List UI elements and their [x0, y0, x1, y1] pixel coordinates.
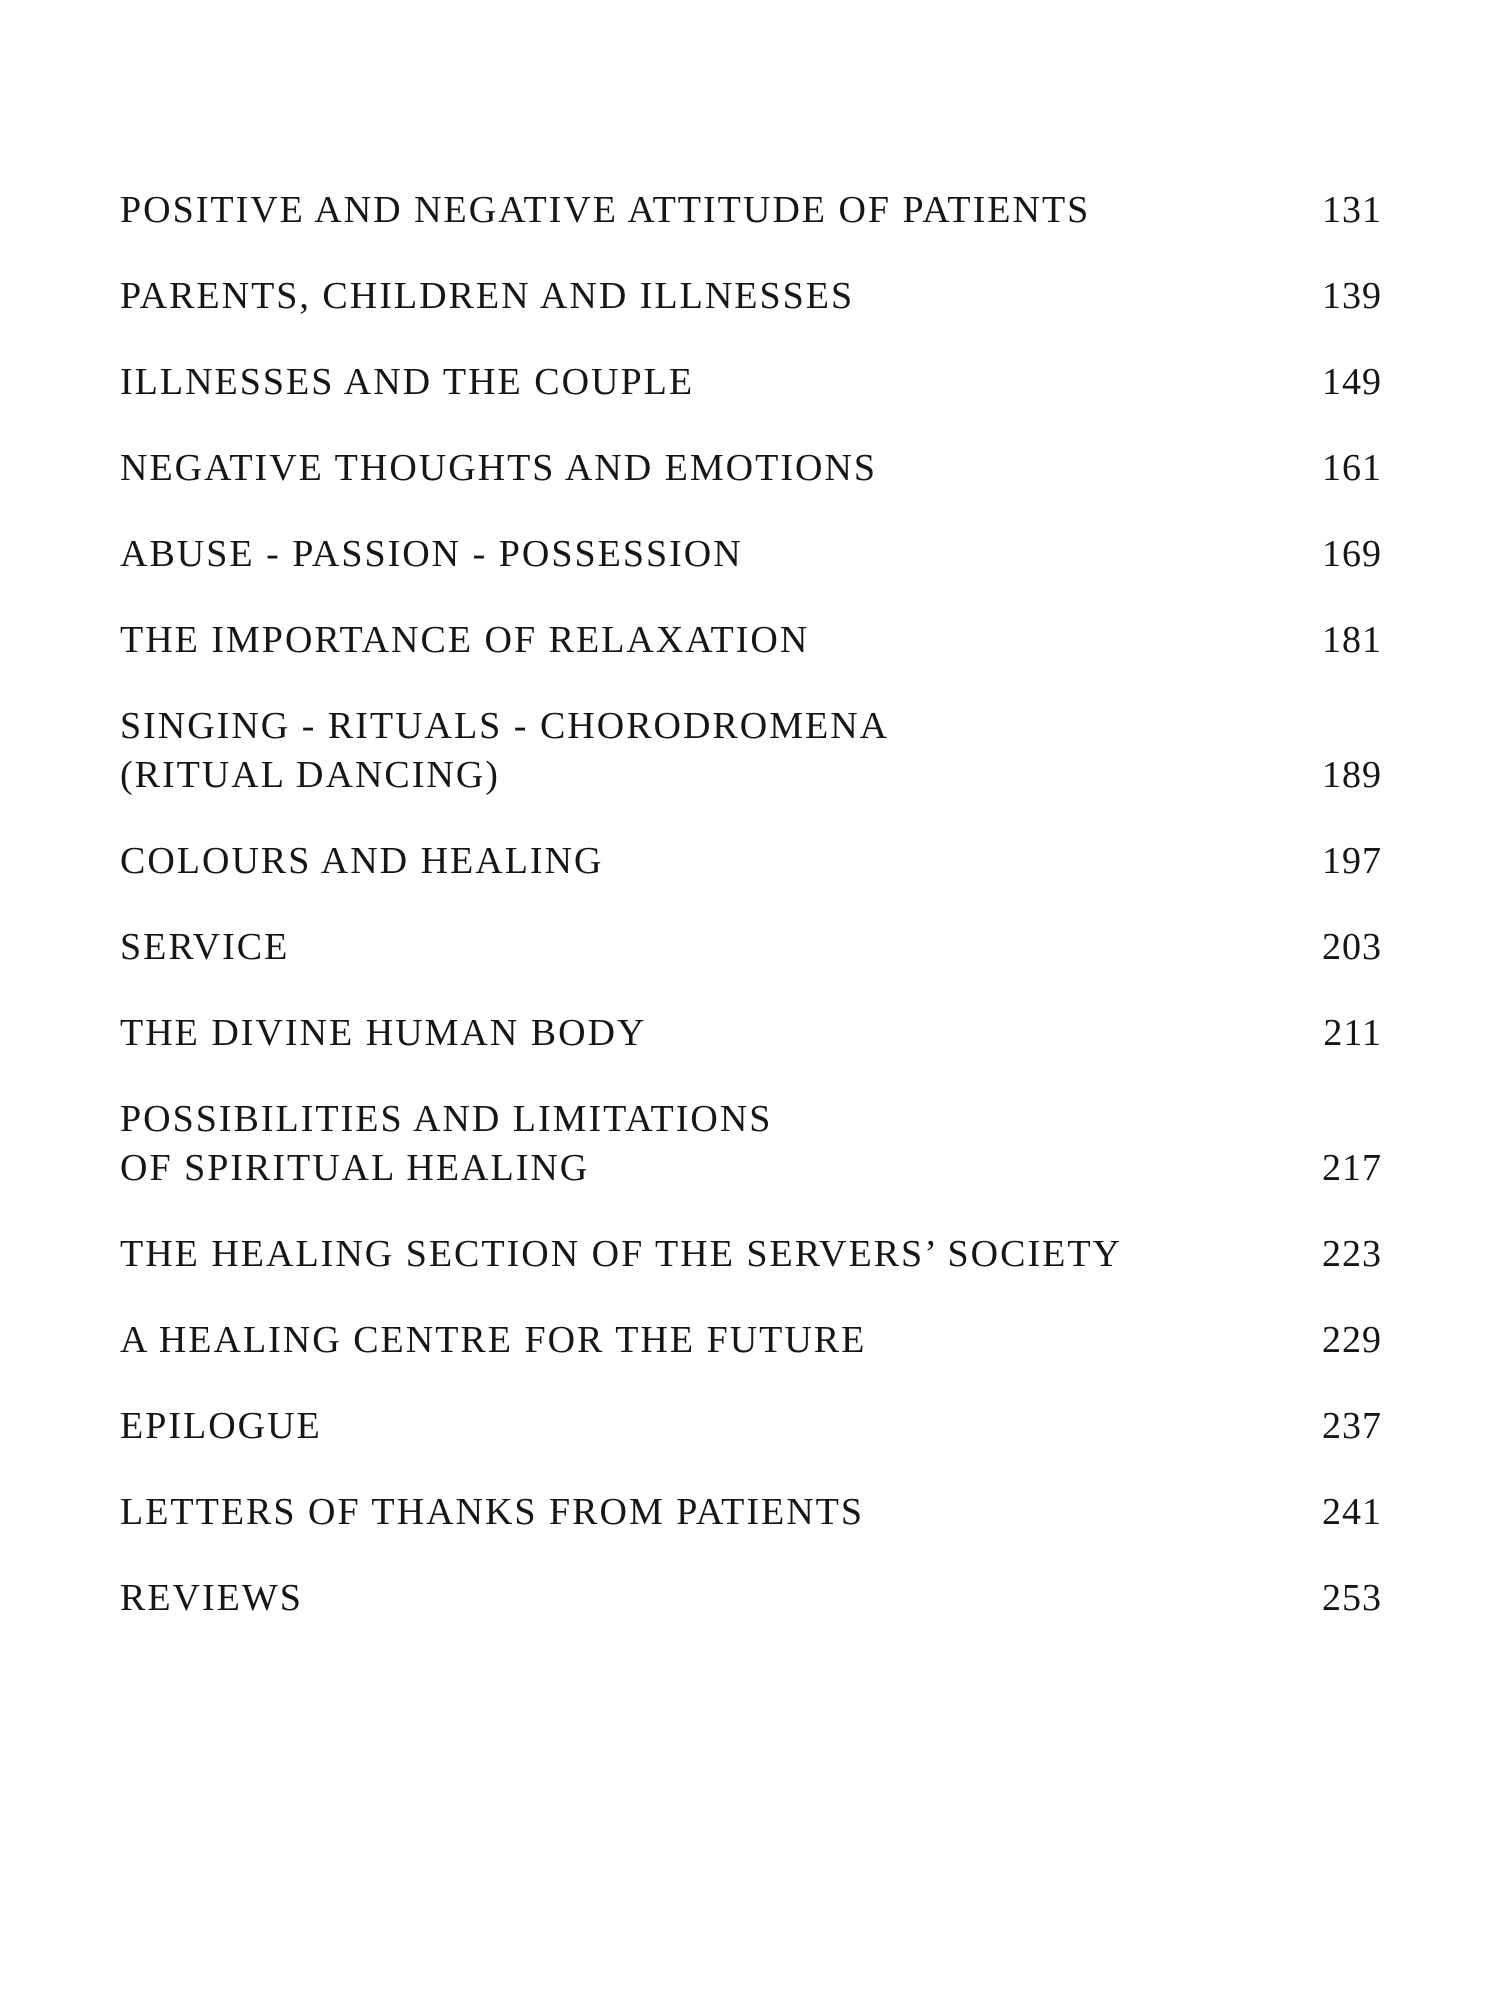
toc-entry-title-line: (RITUAL DANCING) — [120, 754, 500, 796]
toc-entry-title-line: PARENTS, CHILDREN AND ILLNESSES — [120, 275, 855, 317]
toc-entry-title — [120, 1488, 864, 1537]
toc-entry-title — [120, 444, 877, 493]
toc-entry-title-line: A HEALING CENTRE FOR THE FUTURE — [120, 1319, 867, 1361]
toc-entry-title-line: LETTERS OF THANKS FROM PATIENTS — [120, 1491, 864, 1533]
toc-entry-page-number: 217 — [1322, 1147, 1382, 1189]
toc-entry-page-number: 139 — [1322, 275, 1382, 317]
toc-entry-page-number: 131 — [1322, 189, 1382, 231]
toc-entry-title — [120, 1574, 303, 1623]
table-of-contents — [120, 186, 1382, 1660]
toc-entry-page-number: 223 — [1322, 1233, 1382, 1275]
toc-entry — [120, 1488, 1382, 1537]
toc-entry-title — [120, 1009, 646, 1058]
toc-entry — [120, 444, 1382, 493]
toc-entry — [120, 186, 1382, 235]
toc-entry-page-number: 169 — [1322, 533, 1382, 575]
toc-entry-title — [120, 1095, 772, 1193]
toc-entry-page-number: 181 — [1322, 619, 1382, 661]
toc-entry-title — [120, 358, 694, 407]
toc-entry — [120, 702, 1382, 800]
toc-entry-title-line: NEGATIVE THOUGHTS AND EMOTIONS — [120, 447, 877, 489]
toc-entry-title-line: THE IMPORTANCE OF RELAXATION — [120, 619, 810, 661]
toc-entry-title — [120, 530, 743, 579]
toc-entry-page-number: 189 — [1322, 754, 1382, 796]
toc-entry-title — [120, 702, 889, 800]
toc-entry — [120, 1095, 1382, 1193]
toc-entry-title — [120, 1316, 866, 1365]
toc-entry-title — [120, 837, 603, 886]
toc-entry-title — [120, 1402, 322, 1451]
toc-entry — [120, 530, 1382, 579]
toc-entry-title — [120, 272, 854, 321]
toc-entry-page-number: 149 — [1322, 361, 1382, 403]
toc-entry — [120, 1402, 1382, 1451]
toc-entry-title-line: THE DIVINE HUMAN BODY — [120, 1012, 647, 1054]
toc-entry — [120, 1009, 1382, 1058]
toc-entry-title-line: SINGING - RITUALS - CHORODROMENA — [120, 705, 890, 747]
toc-entry-title-line: ABUSE - PASSION - POSSESSION — [120, 533, 743, 575]
toc-entry-title — [120, 186, 1090, 235]
toc-entry-title-line: SERVICE — [120, 926, 290, 968]
toc-entry-title-line: EPILOGUE — [120, 1405, 322, 1447]
toc-entry-title-line: POSITIVE AND NEGATIVE ATTITUDE OF PATIENTS — [120, 189, 1091, 231]
toc-entry — [120, 1316, 1382, 1365]
toc-entry — [120, 358, 1382, 407]
toc-entry-page-number: 203 — [1322, 926, 1382, 968]
toc-entry-title — [120, 1230, 1122, 1279]
toc-entry — [120, 616, 1382, 665]
toc-entry-page-number: 161 — [1322, 447, 1382, 489]
toc-entry-page-number: 211 — [1323, 1012, 1382, 1054]
toc-entry — [120, 923, 1382, 972]
toc-entry-page-number: 237 — [1322, 1405, 1382, 1447]
toc-entry — [120, 1230, 1382, 1279]
toc-entry-title-line: OF SPIRITUAL HEALING — [120, 1147, 590, 1189]
toc-entry-page-number: 229 — [1322, 1319, 1382, 1361]
toc-entry-title — [120, 923, 289, 972]
toc-entry — [120, 837, 1382, 886]
toc-entry-page-number: 241 — [1322, 1491, 1382, 1533]
toc-entry-title-line: REVIEWS — [120, 1577, 303, 1619]
toc-entry-page-number: 197 — [1322, 840, 1382, 882]
toc-entry — [120, 1574, 1382, 1623]
toc-entry-title-line: THE HEALING SECTION OF THE SERVERS’ SOCIETY — [120, 1233, 1122, 1275]
toc-entry — [120, 272, 1382, 321]
toc-entry-title-line: COLOURS AND HEALING — [120, 840, 604, 882]
toc-entry-title — [120, 616, 809, 665]
toc-entry-title-line: POSSIBILITIES AND LIMITATIONS — [120, 1098, 773, 1140]
toc-entry-title-line: ILLNESSES AND THE COUPLE — [120, 361, 695, 403]
toc-entry-page-number: 253 — [1322, 1577, 1382, 1619]
